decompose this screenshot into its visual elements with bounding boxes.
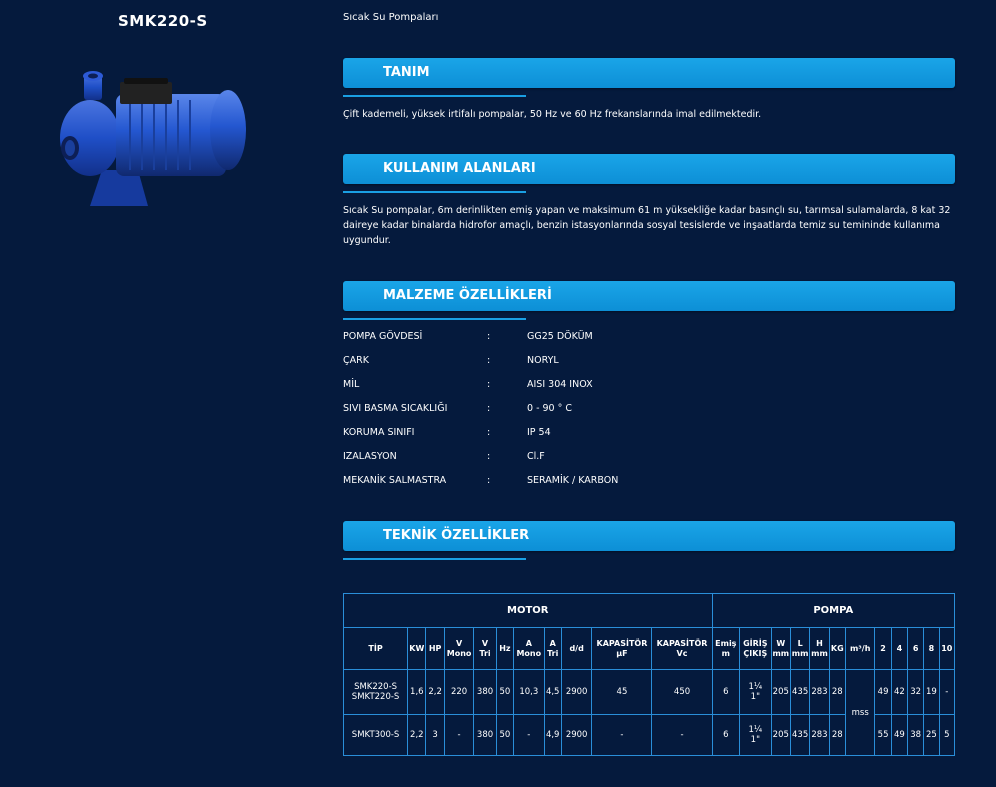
spec-value: Cl.F bbox=[527, 451, 545, 462]
spec-value: AISI 304 INOX bbox=[527, 379, 593, 390]
pump-image bbox=[50, 66, 250, 214]
cell: 50 bbox=[496, 670, 513, 715]
col-header: L mm bbox=[790, 628, 809, 670]
tanim-text: Çift kademeli, yüksek irtifalı pompalar, 50 Hz ve 60 Hz frekanslarında imal edilmektedir. bbox=[343, 109, 762, 120]
cell: 6 bbox=[712, 670, 739, 715]
cell: 6 bbox=[712, 715, 739, 756]
cell: 435 bbox=[790, 715, 809, 756]
col-header: KAPASİTÖR Vc bbox=[652, 628, 712, 670]
category-label: Sıcak Su Pompaları bbox=[343, 12, 439, 23]
cell: 28 bbox=[829, 715, 845, 756]
cell: - bbox=[592, 715, 652, 756]
col-header: KG bbox=[829, 628, 845, 670]
col-header: 4 bbox=[891, 628, 907, 670]
cell: 32 bbox=[908, 670, 924, 715]
cell: 380 bbox=[474, 670, 496, 715]
spec-label: ÇARK bbox=[343, 355, 369, 366]
col-header: GİRİŞ ÇIKIŞ bbox=[740, 628, 772, 670]
col-header: Emiş m bbox=[712, 628, 739, 670]
spec-value: IP 54 bbox=[527, 427, 551, 438]
section-divider bbox=[343, 318, 526, 320]
cell: 2900 bbox=[561, 670, 592, 715]
section-title: TEKNİK ÖZELLİKLER bbox=[383, 528, 530, 543]
section-title: TANIM bbox=[383, 65, 430, 80]
cell: 25 bbox=[924, 715, 939, 756]
cell: - bbox=[939, 670, 954, 715]
section-title: MALZEME ÖZELLİKLERİ bbox=[383, 288, 552, 303]
cell: 205 bbox=[771, 670, 790, 715]
col-header: 8 bbox=[924, 628, 939, 670]
cell: 42 bbox=[891, 670, 907, 715]
cell: 2,2 bbox=[426, 670, 444, 715]
cell-tip: SMKT300-S bbox=[344, 715, 408, 756]
cell: 49 bbox=[875, 670, 891, 715]
cell: 19 bbox=[924, 670, 939, 715]
kullanim-text: Sıcak Su pompalar, 6m derinlikten emiş yapan ve maksimum 61 m yüksekliğe kadar basınçlı su, tarımsal sulamalarda, 8 kat 32 daireye kadar binalarda hidrofor amaçlı, benzin istasyonlarında sosyal tesislerde ve inşaatlarda temiz su temininde kullanıma uygundur. bbox=[343, 205, 951, 246]
cell: 2900 bbox=[561, 715, 592, 756]
section-header-teknik bbox=[343, 521, 955, 551]
motor-group-header: MOTOR bbox=[344, 594, 713, 628]
section-divider bbox=[343, 191, 526, 193]
cell: 55 bbox=[875, 715, 891, 756]
col-header: HP bbox=[426, 628, 444, 670]
cell: 49 bbox=[891, 715, 907, 756]
cell: 283 bbox=[810, 670, 829, 715]
col-header: V Tri bbox=[474, 628, 496, 670]
cell: 45 bbox=[592, 670, 652, 715]
section-header-malzeme bbox=[343, 281, 955, 311]
cell: 380 bbox=[474, 715, 496, 756]
cell: 50 bbox=[496, 715, 513, 756]
cell-mss: mss bbox=[845, 670, 875, 756]
col-header: A Mono bbox=[514, 628, 545, 670]
cell: 2,2 bbox=[408, 715, 426, 756]
spec-label: MEKANİK SALMASTRA bbox=[343, 475, 447, 486]
spec-value: SERAMİK / KARBON bbox=[527, 475, 619, 486]
spec-label: POMPA GÖVDESİ bbox=[343, 331, 423, 342]
cell: 1¼ 1" bbox=[740, 715, 772, 756]
cell: 205 bbox=[771, 715, 790, 756]
section-divider bbox=[343, 558, 526, 560]
col-header: W mm bbox=[771, 628, 790, 670]
cell: 38 bbox=[908, 715, 924, 756]
col-header: m³/h bbox=[845, 628, 875, 670]
col-header: 10 bbox=[939, 628, 954, 670]
cell: - bbox=[514, 715, 545, 756]
col-header: KW bbox=[408, 628, 426, 670]
spec-value: 0 - 90 ° C bbox=[527, 403, 573, 414]
spec-label: IZALASYON bbox=[343, 451, 397, 462]
col-header: V Mono bbox=[444, 628, 474, 670]
cell: 3 bbox=[426, 715, 444, 756]
cell: 28 bbox=[829, 670, 845, 715]
spec-value: GG25 DÖKÜM bbox=[527, 331, 593, 342]
col-header: A Tri bbox=[544, 628, 561, 670]
col-header: H mm bbox=[810, 628, 829, 670]
cell: 4,5 bbox=[544, 670, 561, 715]
tech-specs-table bbox=[343, 593, 955, 756]
cell: 220 bbox=[444, 670, 474, 715]
col-header: Hz bbox=[496, 628, 513, 670]
cell: 5 bbox=[939, 715, 954, 756]
cell-tip: SMK220-S SMKT220-S bbox=[344, 670, 408, 715]
cell: 435 bbox=[790, 670, 809, 715]
table-row bbox=[344, 670, 955, 715]
cell: 450 bbox=[652, 670, 712, 715]
cell: 10,3 bbox=[514, 670, 545, 715]
cell: 1,6 bbox=[408, 670, 426, 715]
col-header: TİP bbox=[344, 628, 408, 670]
section-divider bbox=[343, 95, 526, 97]
spec-label: KORUMA SINIFI bbox=[343, 427, 415, 438]
section-header-kullanim bbox=[343, 154, 955, 184]
col-header: d/d bbox=[561, 628, 592, 670]
col-header: 6 bbox=[908, 628, 924, 670]
cell: 1¼ 1" bbox=[740, 670, 772, 715]
section-title: KULLANIM ALANLARI bbox=[383, 161, 536, 176]
col-header: 2 bbox=[875, 628, 891, 670]
cell: 4,9 bbox=[544, 715, 561, 756]
spec-label: SIVI BASMA SICAKLIĞI bbox=[343, 403, 448, 414]
cell: - bbox=[444, 715, 474, 756]
section-header-tanim bbox=[343, 58, 955, 88]
pompa-group-header: POMPA bbox=[712, 594, 954, 628]
spec-label: MİL bbox=[343, 379, 360, 390]
cell: - bbox=[652, 715, 712, 756]
spec-value: NORYL bbox=[527, 355, 559, 366]
product-title: SMK220-S bbox=[118, 12, 208, 30]
col-header: KAPASİTÖR µF bbox=[592, 628, 652, 670]
cell: 283 bbox=[810, 715, 829, 756]
